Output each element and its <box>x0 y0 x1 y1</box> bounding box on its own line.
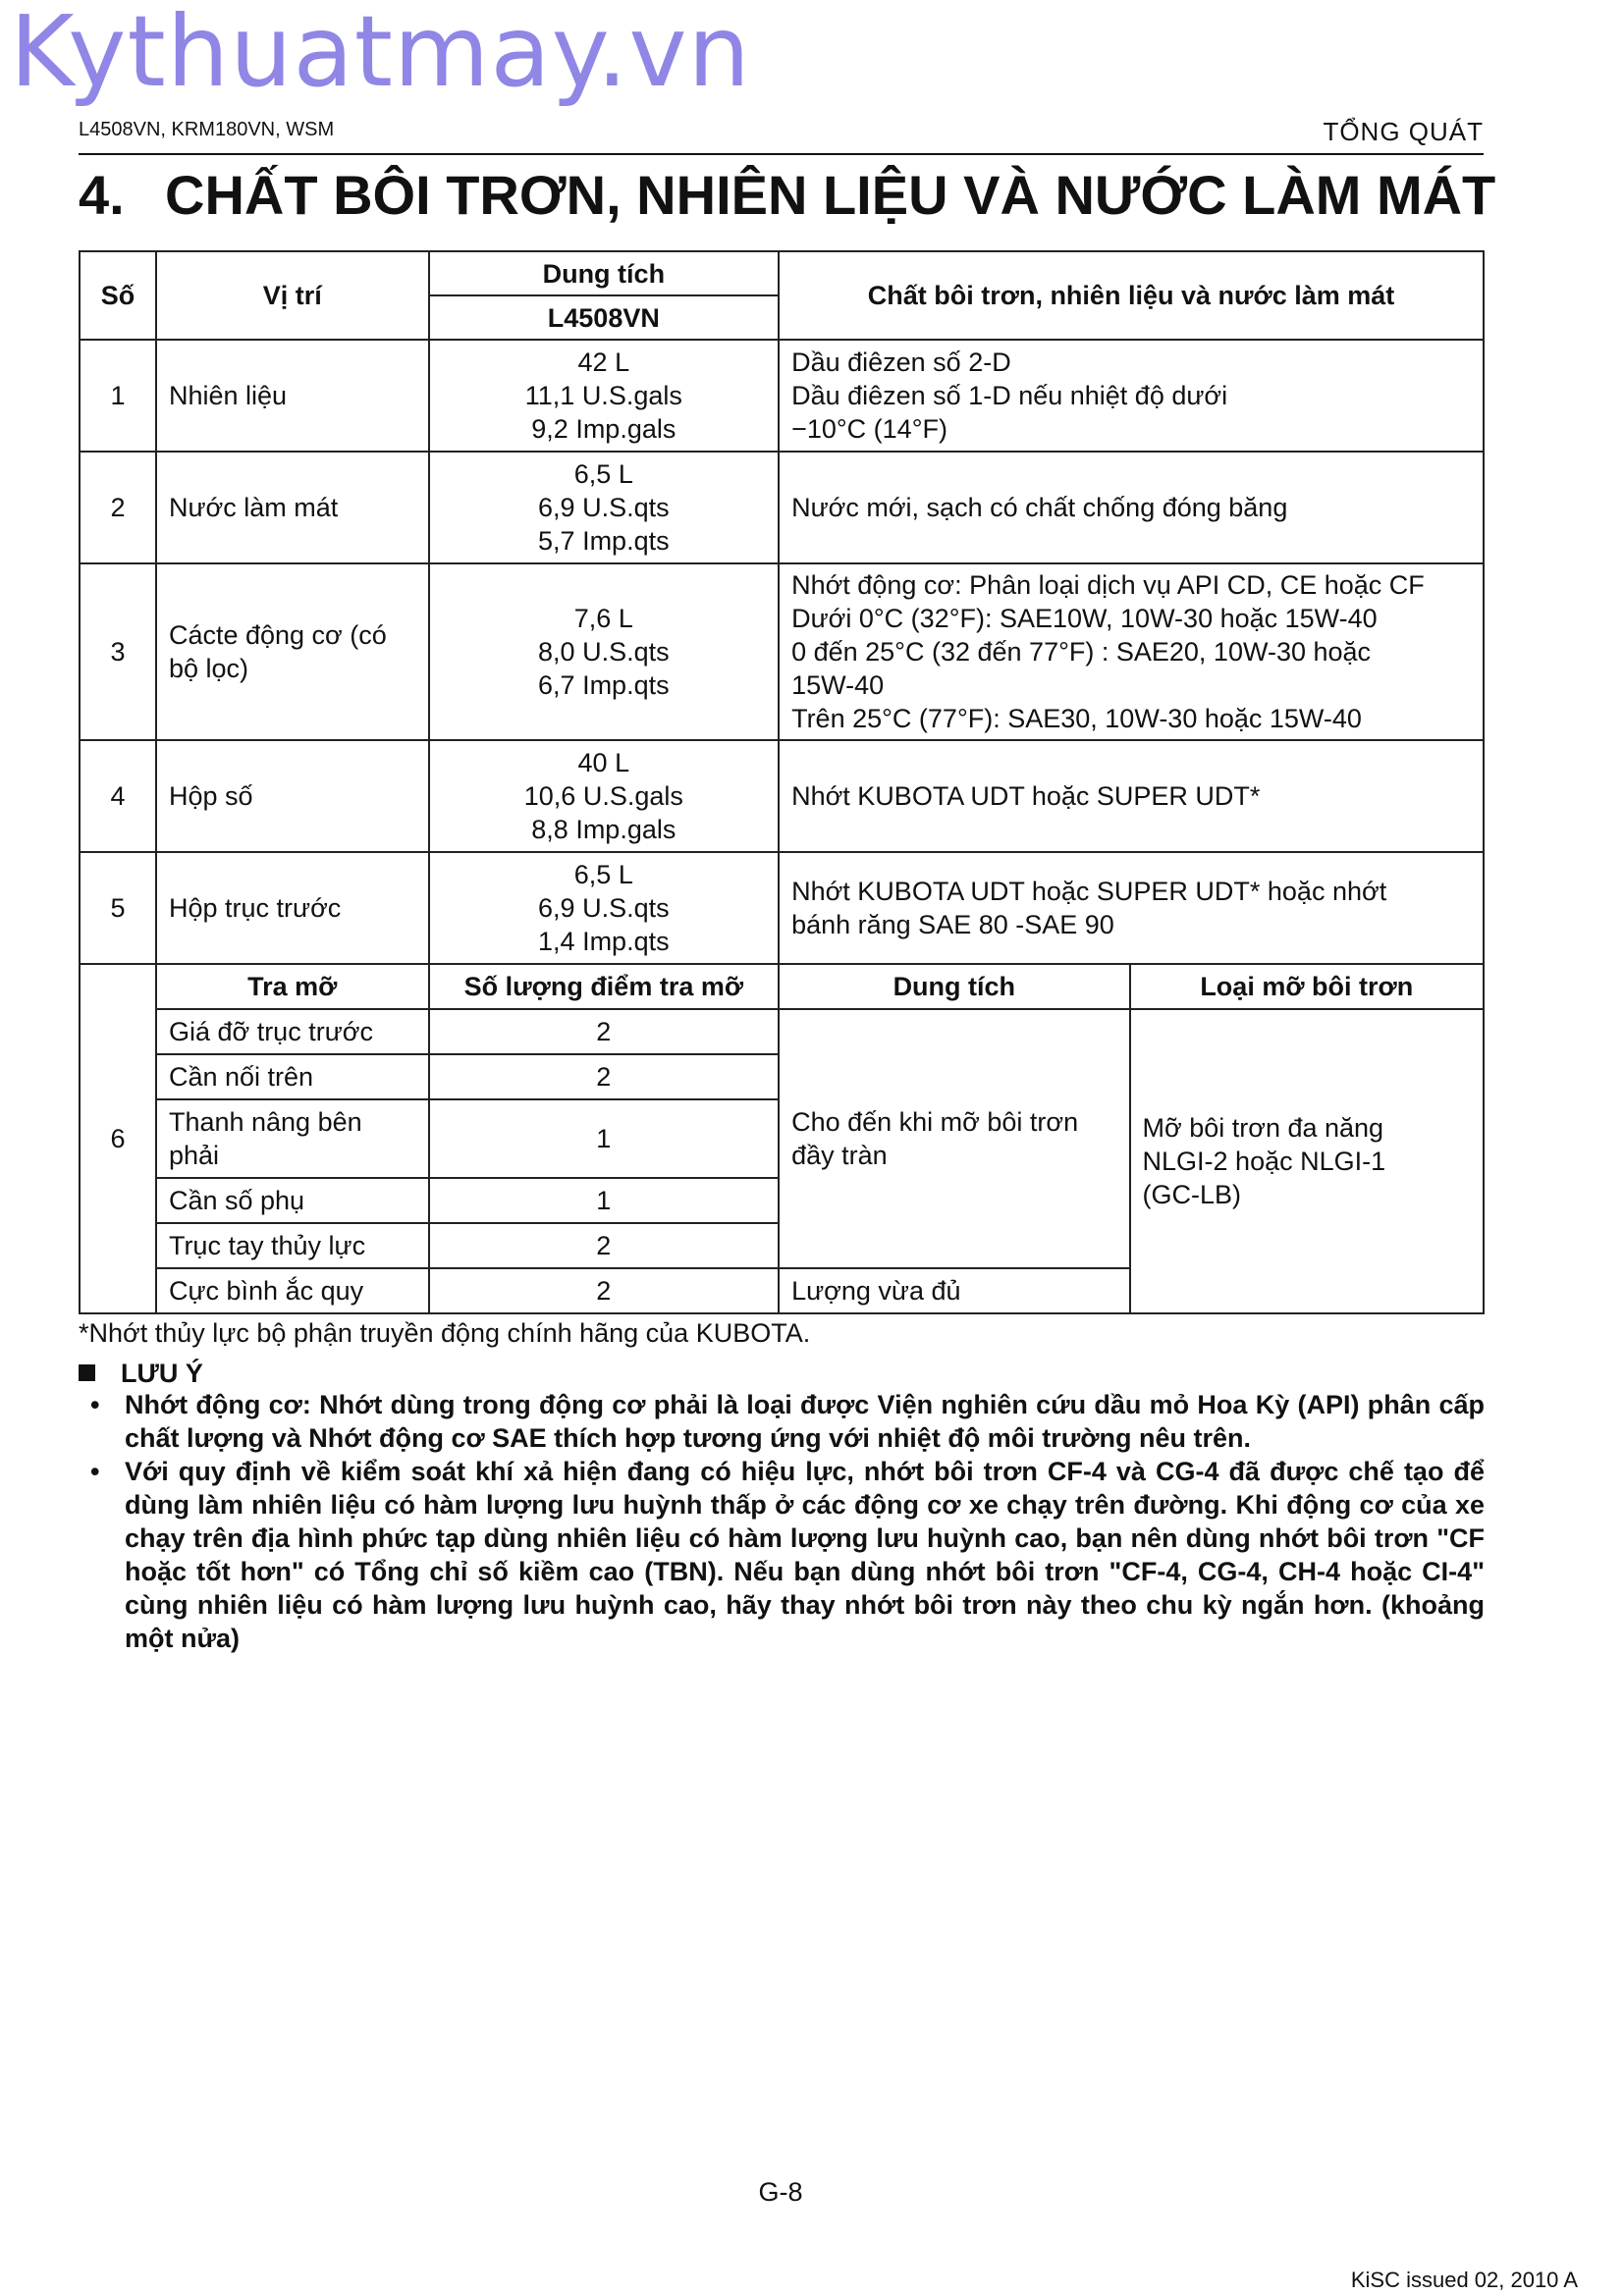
note-item <box>79 1455 1485 1655</box>
lubricant-table <box>79 250 1485 1314</box>
row-no: 2 <box>80 452 156 563</box>
note-heading <box>79 1359 203 1389</box>
row-location: Hộp số <box>156 740 429 852</box>
header-location: Vị trí <box>156 251 429 340</box>
grease-count: 1 <box>429 1099 780 1178</box>
grease-type: Mỡ bôi trơn đa năng NLGI-2 hoặc NLGI-1 (GC-LB) <box>1130 1009 1484 1313</box>
row-location: Nước làm mát <box>156 452 429 563</box>
row-lubricant: Nhớt KUBOTA UDT hoặc SUPER UDT* hoặc nhớt bánh răng SAE 80 -SAE 90 <box>779 852 1484 964</box>
grease-header-row <box>80 964 1484 1009</box>
grease-row-no: 6 <box>80 964 156 1313</box>
note-item <box>79 1388 1485 1455</box>
header-section: TỔNG QUÁT <box>1323 117 1484 146</box>
grease-header-point: Tra mỡ <box>156 964 429 1009</box>
grease-point: Giá đỡ trục trước <box>156 1009 429 1054</box>
grease-point: Cần số phụ <box>156 1178 429 1223</box>
grease-capacity-moderate: Lượng vừa đủ <box>779 1268 1129 1313</box>
row-lubricant: Dầu điêzen số 2-D Dầu điêzen số 1-D nếu nhiệt độ dưới −10°C (14°F) <box>779 340 1484 452</box>
grease-point: Trục tay thủy lực <box>156 1223 429 1268</box>
row-location: Hộp trục trước <box>156 852 429 964</box>
page-title <box>79 163 1495 227</box>
row-lubricant: Nhớt KUBOTA UDT hoặc SUPER UDT* <box>779 740 1484 852</box>
row-location: Nhiên liệu <box>156 340 429 452</box>
grease-header-type: Loại mỡ bôi trơn <box>1130 964 1484 1009</box>
table-row <box>80 852 1484 964</box>
square-bullet-icon <box>79 1364 95 1381</box>
footnote: *Nhớt thủy lực bộ phận truyền động chính hãng của KUBOTA. <box>79 1318 811 1348</box>
page-number: G-8 <box>758 2177 803 2207</box>
watermark: Kythuatmay.vn <box>10 0 751 109</box>
grease-row <box>80 1009 1484 1054</box>
row-capacity: 7,6 L 8,0 U.S.qts 6,7 Imp.qts <box>429 563 780 740</box>
grease-count: 2 <box>429 1268 780 1313</box>
issue-info: KiSC issued 02, 2010 A <box>1350 2268 1578 2292</box>
row-no: 4 <box>80 740 156 852</box>
table-row <box>80 740 1484 852</box>
note-text: Nhớt động cơ: Nhớt dùng trong động cơ phải là loại được Viện nghiên cứu dầu mỏ Hoa Kỳ (API) phân cấp chất lượng và Nhớt động cơ SAE thích hợp tương ứng với nhiệt độ môi trường nêu trên. <box>125 1390 1485 1453</box>
header-divider <box>79 153 1484 155</box>
row-capacity: 6,5 L 6,9 U.S.qts 5,7 Imp.qts <box>429 452 780 563</box>
table-header-row <box>80 251 1484 295</box>
row-location: Cácte động cơ (có bộ lọc) <box>156 563 429 740</box>
row-lubricant: Nước mới, sạch có chất chống đóng băng <box>779 452 1484 563</box>
note-text: Với quy định về kiểm soát khí xả hiện đang có hiệu lực, nhớt bôi trơn CF-4 và CG-4 đã được chế tạo để dùng làm nhiên liệu có hàm lượng lưu huỳnh thấp ở các động cơ xe chạy trên đường. Khi động cơ của xe chạy trên địa hình phức tạp dùng nhiên liệu có hàm lượng lưu huỳnh cao, bạn nên dùng nhớt bôi trơn "CF hoặc tốt hơn" có Tổng chỉ số kiềm cao (TBN). Nếu bạn dùng nhớt bôi trơn "CF-4, CG-4, CH-4 hoặc CI-4" cùng nhiên liệu có hàm lượng lưu huỳnh cao, hãy thay nhớt bôi trơn này theo chu kỳ ngắn hơn. (khoảng một nửa) <box>125 1457 1485 1653</box>
bullet-icon: • <box>90 1390 100 1419</box>
grease-point: Cần nối trên <box>156 1054 429 1099</box>
grease-point: Thanh nâng bên phải <box>156 1099 429 1178</box>
section-number: 4. <box>79 164 125 226</box>
header-models: L4508VN, KRM180VN, WSM <box>79 119 335 140</box>
section-title: CHẤT BÔI TRƠN, NHIÊN LIỆU VÀ NƯỚC LÀM MÁT <box>165 164 1496 226</box>
row-capacity: 42 L 11,1 U.S.gals 9,2 Imp.gals <box>429 340 780 452</box>
row-capacity: 40 L 10,6 U.S.gals 8,8 Imp.gals <box>429 740 780 852</box>
header-lubricant: Chất bôi trơn, nhiên liệu và nước làm mát <box>779 251 1484 340</box>
grease-count: 1 <box>429 1178 780 1223</box>
table-row <box>80 452 1484 563</box>
row-no: 5 <box>80 852 156 964</box>
bullet-icon: • <box>90 1457 100 1486</box>
grease-count: 2 <box>429 1009 780 1054</box>
grease-count: 2 <box>429 1054 780 1099</box>
grease-count: 2 <box>429 1223 780 1268</box>
note-title: LƯU Ý <box>121 1359 203 1388</box>
header-no: Số <box>80 251 156 340</box>
grease-header-count: Số lượng điểm tra mỡ <box>429 964 780 1009</box>
row-lubricant: Nhớt động cơ: Phân loại dịch vụ API CD, CE hoặc CF Dưới 0°C (32°F): SAE10W, 10W-30 hoặc 15W-40 0 đến 25°C (32 đến 77°F) : SAE20, 10W-30 hoặc 15W-40 Trên 25°C (77°F): SAE30, 10W-30 hoặc 15W-40 <box>779 563 1484 740</box>
row-capacity: 6,5 L 6,9 U.S.qts 1,4 Imp.qts <box>429 852 780 964</box>
header-capacity: Dung tích <box>429 251 780 295</box>
header-model: L4508VN <box>429 295 780 340</box>
grease-header-capacity: Dung tích <box>779 964 1129 1009</box>
grease-point: Cực bình ắc quy <box>156 1268 429 1313</box>
table-row <box>80 563 1484 740</box>
grease-capacity-until-full: Cho đến khi mỡ bôi trơn đầy tràn <box>779 1009 1129 1268</box>
table-row <box>80 340 1484 452</box>
row-no: 3 <box>80 563 156 740</box>
note-list <box>79 1388 1485 1655</box>
row-no: 1 <box>80 340 156 452</box>
